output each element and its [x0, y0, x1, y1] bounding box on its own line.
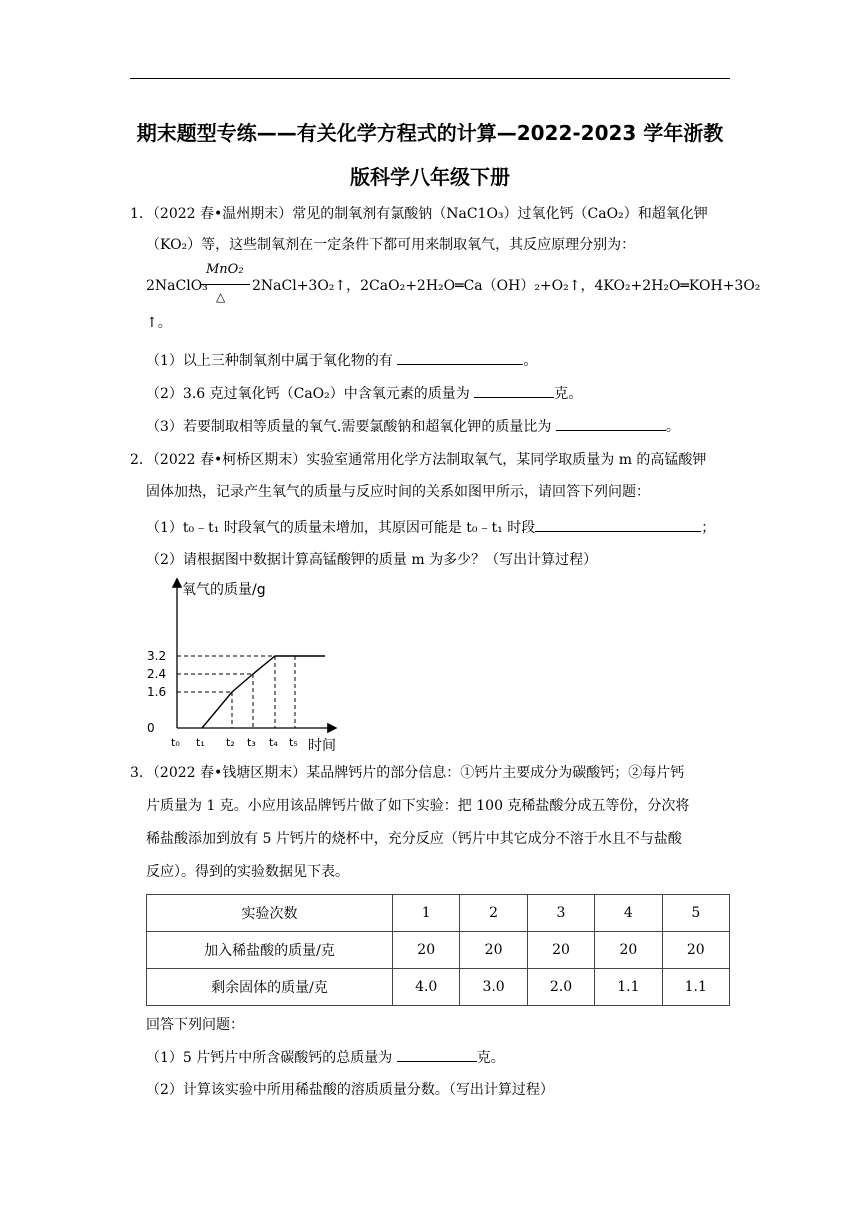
y-tick-label: 2.4 [147, 667, 167, 681]
table-cell: 20 [393, 932, 460, 969]
q2-sub2: （2）请根据图中数据计算高锰酸钾的质量 m 为多少？（写出计算过程） [146, 552, 598, 568]
q1-line2: （KO₂）等，这些制氧剂在一定条件下都可用来制取氧气，其反应原理分别为： [146, 237, 636, 253]
heat-symbol: △ [216, 290, 226, 304]
oxygen-mass-chart [140, 574, 370, 760]
q1-equation-end: ↑。 [146, 315, 172, 331]
x-tick-label: t₀ [171, 736, 180, 749]
y-tick-label: 0 [147, 721, 155, 735]
q3-answer-prompt: 回答下列问题： [146, 1017, 244, 1033]
q1-sub2 [146, 383, 582, 404]
experiment-data-table [146, 894, 730, 1006]
q1-sub1-end: 。 [523, 353, 538, 369]
top-rule [130, 78, 730, 79]
q3-line3: 稀盐酸添加到放有 5 片钙片的烧杯中，充分反应（钙片中其它成分不溶于水且不与盐酸 [146, 831, 682, 847]
q2-sub1 [146, 517, 715, 538]
table-header-row [147, 895, 730, 932]
table-cell: 2.0 [527, 969, 594, 1006]
table-cell: 2 [460, 895, 527, 932]
answer-blank[interactable] [397, 1047, 477, 1062]
x-tick-label: t₄ [269, 736, 278, 749]
table-cell: 1.1 [662, 969, 729, 1006]
q3-sub1-end: 克。 [476, 1050, 505, 1066]
q2-sub1-end: ； [701, 520, 716, 536]
q2-sub1-text: （1）t₀﹣t₁ 时段氧气的质量未增加，其原因可能是 t₀﹣t₁ 时段 [146, 520, 536, 536]
y-tick-label: 3.2 [147, 649, 167, 663]
x-tick-label: t₂ [226, 736, 235, 749]
answer-blank[interactable] [397, 350, 523, 365]
q1-sub3-end: 。 [665, 419, 680, 435]
table-cell: 5 [662, 895, 729, 932]
q1-equation-left: 2NaClO₃ [146, 278, 208, 294]
page-title-line2: 版科学八年级下册 [350, 165, 510, 189]
table-cell: 20 [460, 932, 527, 969]
table-cell: 4 [595, 895, 662, 932]
table-cell: 20 [527, 932, 594, 969]
q1-sub3 [146, 416, 680, 437]
table-cell: 加入稀盐酸的质量/克 [147, 932, 393, 969]
table-cell: 3 [527, 895, 594, 932]
table-row [147, 932, 730, 969]
x-axis-label: 时间 [308, 738, 336, 754]
q2-line2: 固体加热，记录产生氧气的质量与反应时间的关系如图甲所示，请回答下列问题： [146, 484, 650, 500]
q3-line4: 反应）。得到的实验数据见下表。 [146, 864, 349, 880]
table-row [147, 969, 730, 1006]
q1-sub1 [146, 350, 537, 371]
x-tick-label: t₁ [196, 736, 205, 749]
y-axis-label: 氧气的质量/g [182, 582, 266, 598]
x-tick-label: t₃ [247, 736, 256, 749]
table-cell: 实验次数 [147, 895, 393, 932]
q1-sub3-text: （3）若要制取相等质量的氧气.需要氯酸钠和超氧化钾的质量比为 [146, 419, 552, 435]
y-tick-label: 1.6 [147, 685, 167, 699]
q3-sub1-text: （1）5 片钙片中所含碳酸钙的总质量为 [146, 1050, 393, 1066]
page-title: 期末题型专练——有关化学方程式的计算—2022-2023 学年浙教 [136, 121, 724, 145]
catalyst-label: MnO₂ [206, 262, 244, 277]
q1-line1: 1．（2022 春•温州期末）常见的制氧剂有氯酸钠（NaC1O₃）过氧化钙（CaO₂）和超氧化钾 [130, 206, 708, 222]
answer-blank[interactable] [556, 416, 666, 431]
table-cell: 3.0 [460, 969, 527, 1006]
table-cell: 1.1 [595, 969, 662, 1006]
q1-sub1-text: （1）以上三种制氧剂中属于氧化物的有 [146, 353, 393, 369]
q3-line1: 3．（2022 春•钱塘区期末）某品牌钙片的部分信息：①钙片主要成分为碳酸钙；②每片钙 [130, 765, 685, 781]
q1-sub2-end: 克。 [554, 386, 583, 402]
table-cell: 20 [662, 932, 729, 969]
answer-blank[interactable] [535, 517, 701, 532]
q3-sub1 [146, 1047, 505, 1068]
q2-line1: 2．（2022 春•柯桥区期末）实验室通常用化学方法制取氧气，某同学取质量为 m 的高锰酸钾 [130, 452, 707, 468]
table-cell: 20 [595, 932, 662, 969]
table-cell: 1 [393, 895, 460, 932]
q1-equation-rest: 2NaCl+3O₂↑，2CaO₂+2H₂O═Ca（OH）₂+O₂↑，4KO₂+2H₂O═KOH+3O₂ [252, 278, 761, 294]
q1-sub2-text: （2）3.6 克过氧化钙（CaO₂）中含氧元素的质量为 [146, 386, 470, 402]
answer-blank[interactable] [474, 383, 554, 398]
q3-line2: 片质量为 1 克。小应用该品牌钙片做了如下实验：把 100 克稀盐酸分成五等份，分次将 [146, 798, 690, 814]
x-tick-label: t₅ [289, 736, 298, 749]
table-cell: 4.0 [393, 969, 460, 1006]
q3-sub2: （2）计算该实验中所用稀盐酸的溶质质量分数。（写出计算过程） [146, 1082, 554, 1098]
table-cell: 剩余固体的质量/克 [147, 969, 393, 1006]
